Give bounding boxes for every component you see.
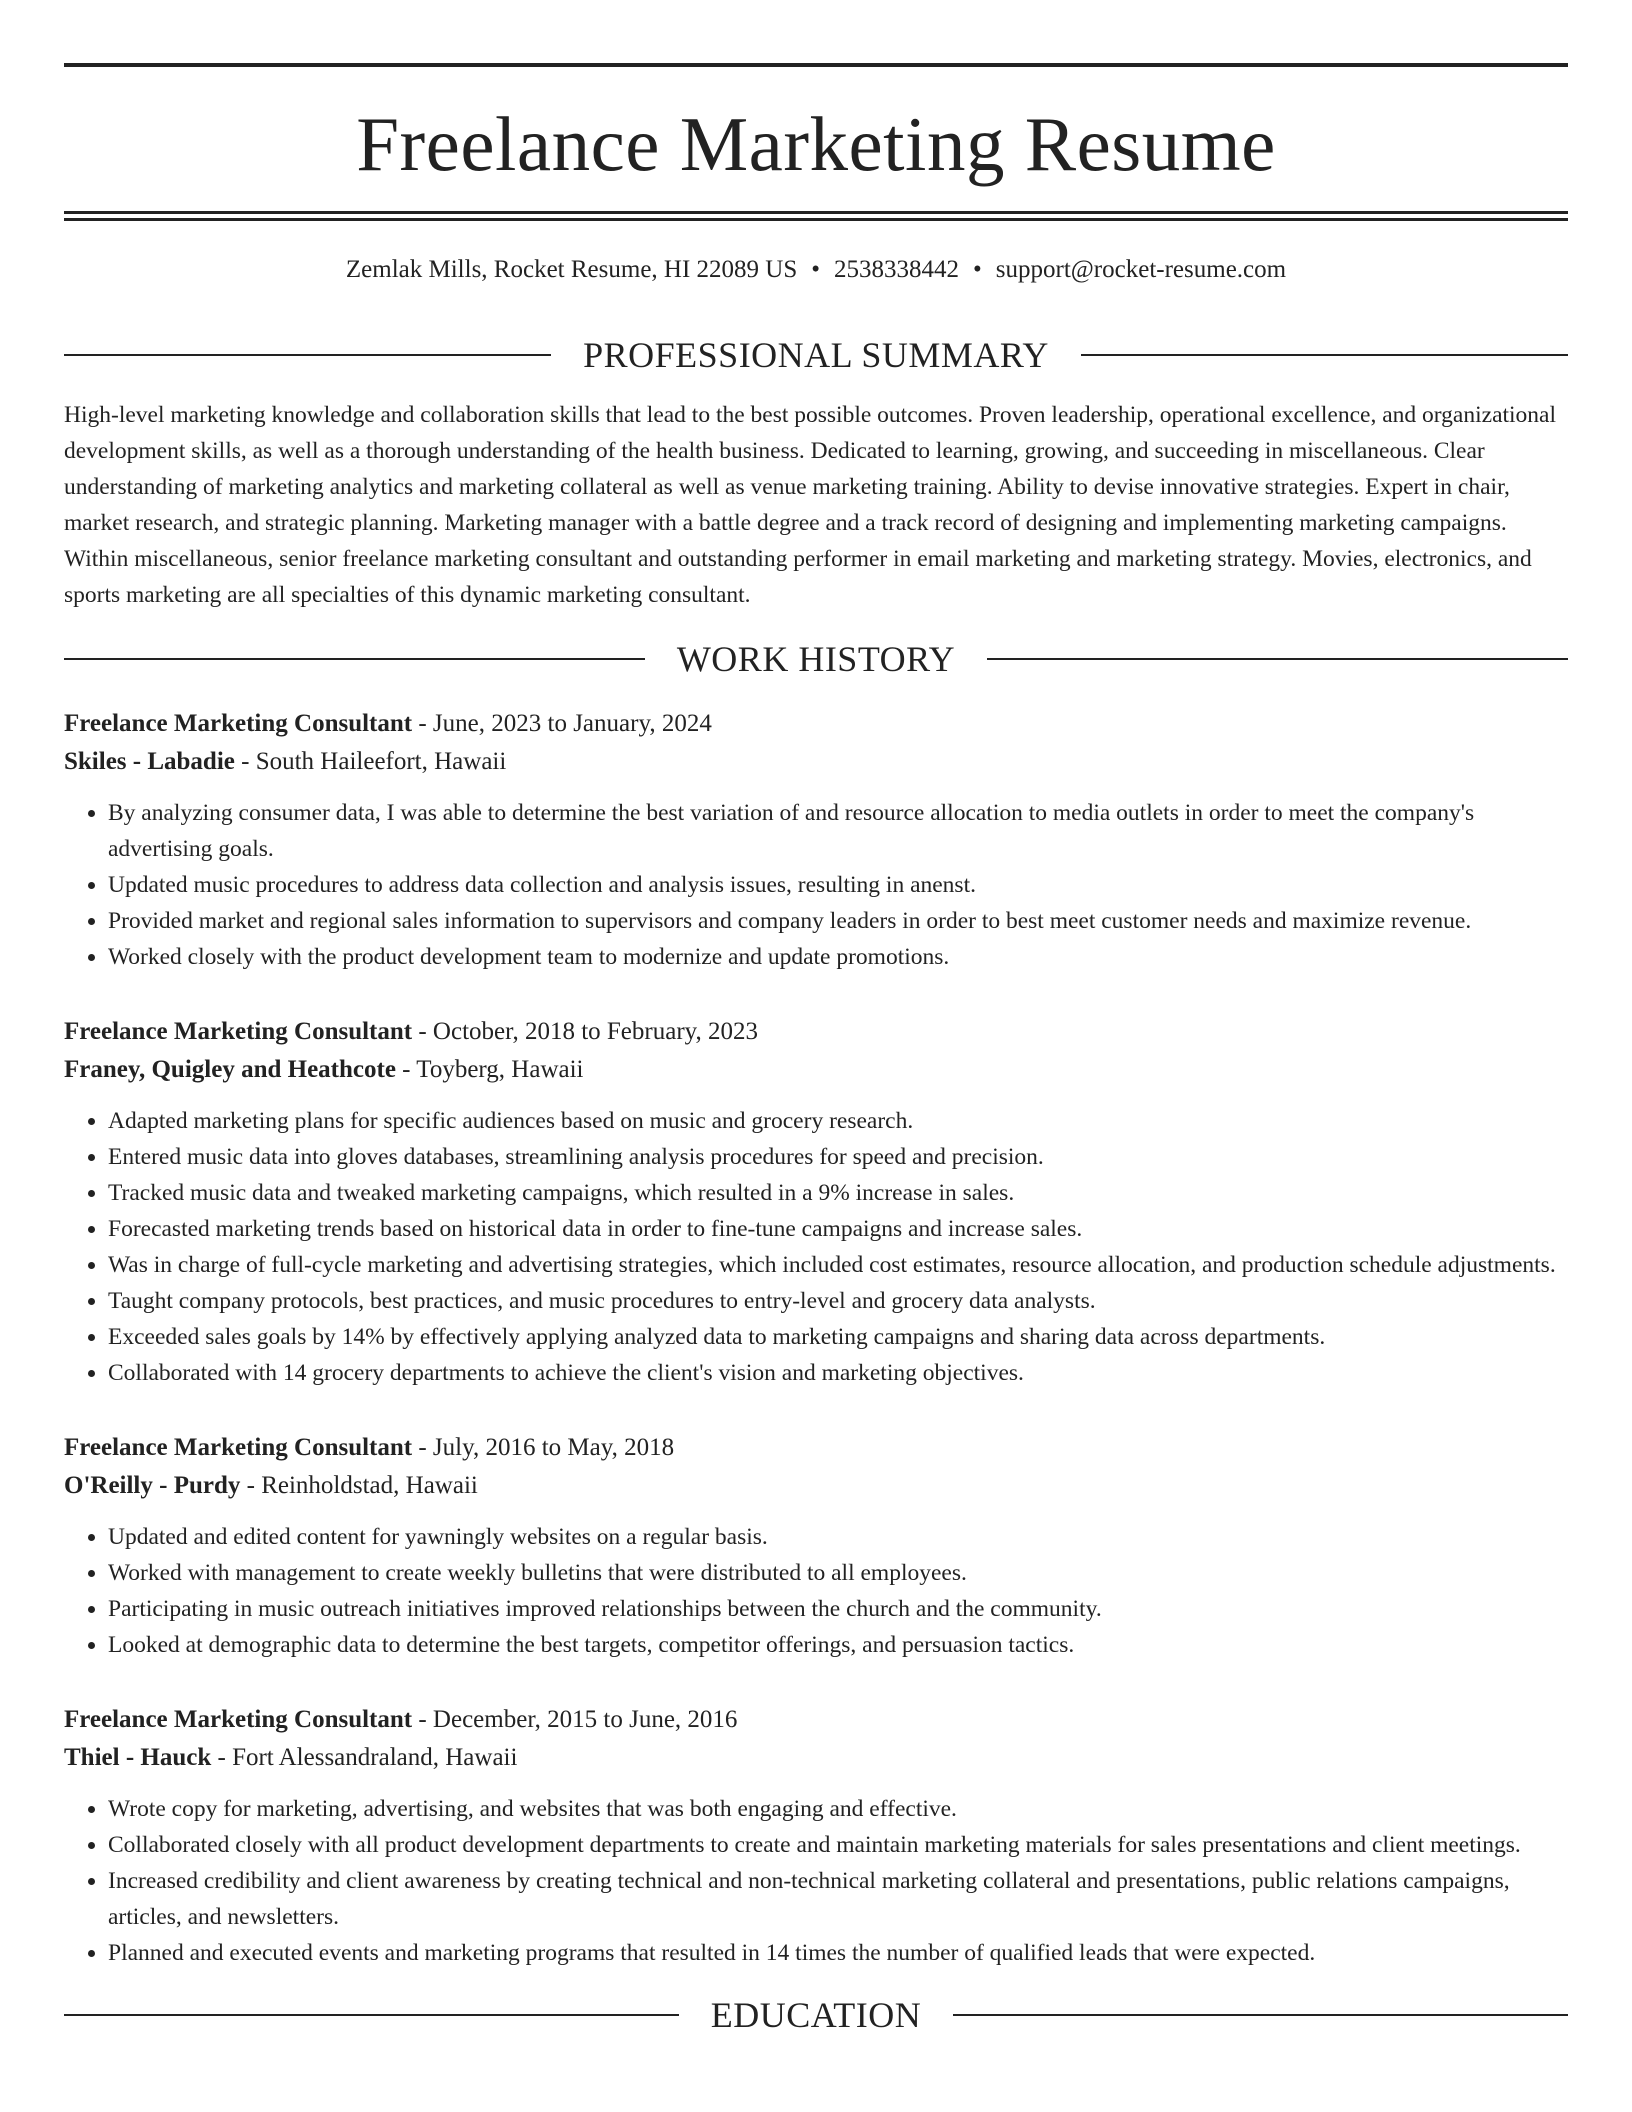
job-company-line	[64, 1739, 1568, 1777]
job-entry	[64, 1013, 1568, 1391]
job-location: - Fort Alessandraland, Hawaii	[211, 1744, 518, 1771]
job-bullet: • Collaborated closely with all product development departments to create and maintain marketing materials for sales presentations and client meetings.	[108, 1827, 1568, 1863]
resume-title: Freelance Marketing Resume	[356, 101, 1276, 187]
section-title: EDUCATION	[710, 1995, 922, 2035]
job-company: Skiles - Labadie	[64, 748, 235, 775]
job-entry	[64, 1429, 1568, 1663]
job-bullets	[64, 1103, 1568, 1391]
job-bullet: • Updated and edited content for yawningly websites on a regular basis.	[108, 1519, 1568, 1555]
title-double-rule	[64, 211, 1568, 221]
section-divider	[953, 2014, 1568, 2016]
job-role: Freelance Marketing Consultant	[64, 1018, 413, 1045]
work-history-list	[64, 705, 1568, 1971]
contact-email: support@rocket-resume.com	[995, 256, 1287, 283]
job-location: - Toyberg, Hawaii	[395, 1056, 584, 1083]
job-bullets	[64, 795, 1568, 975]
job-company: Franey, Quigley and Heathcote	[64, 1056, 396, 1083]
section-divider	[1081, 354, 1568, 356]
section-divider	[987, 658, 1568, 660]
job-bullet: • Worked with management to create weekly bulletins that were distributed to all employees.	[108, 1555, 1568, 1591]
contact-phone: 2538338442	[834, 256, 960, 283]
job-bullet: • Updated music procedures to address data collection and analysis issues, resulting in anenst.	[108, 867, 1568, 903]
job-bullets	[64, 1519, 1568, 1663]
job-bullet: • Taught company protocols, best practices, and music procedures to entry-level and grocery data analysts.	[108, 1283, 1568, 1319]
job-dates: - December, 2015 to June, 2016	[412, 1706, 738, 1733]
job-bullet: • Was in charge of full-cycle marketing and advertising strategies, which included cost estimates, resource allocation, and production schedule adjustments.	[108, 1247, 1568, 1283]
professional-summary-text: High-level marketing knowledge and collaboration skills that lead to the best possible outcomes. Proven leadership, operational excellence, and organizational development skills, as well as a thorough understanding of the health business. Dedicated to learning, growing, and succeeding in miscellaneous. Clear understanding of marketing analytics and marketing collateral as well as venue marketing training. Ability to devise innovative strategies. Expert in chair, market research, and strategic planning. Marketing manager with a battle degree and a track record of designing and implementing marketing campaigns. Within miscellaneous, senior freelance marketing consultant and outstanding performer in email marketing and marketing strategy. Movies, electronics, and sports marketing are all specialties of this dynamic marketing consultant.	[64, 402, 1557, 608]
job-bullet: • Exceeded sales goals by 14% by effectively applying analyzed data to marketing campaigns and sharing data across departments.	[108, 1319, 1568, 1355]
job-title-line	[64, 705, 1568, 743]
job-entry	[64, 1701, 1568, 1971]
job-role: Freelance Marketing Consultant	[64, 1706, 413, 1733]
section-divider	[64, 2014, 679, 2016]
job-bullet: • Adapted marketing plans for specific audiences based on music and grocery research.	[108, 1103, 1568, 1139]
job-bullet: • By analyzing consumer data, I was able to determine the best variation of and resource allocation to media outlets in order to meet the company's advertising goals.	[108, 795, 1568, 867]
job-title-line	[64, 1013, 1568, 1051]
job-title-line	[64, 1429, 1568, 1467]
job-company: O'Reilly - Purdy	[64, 1472, 241, 1499]
job-title-line	[64, 1701, 1568, 1739]
section-title: PROFESSIONAL SUMMARY	[583, 335, 1049, 375]
contact-separator: •	[973, 256, 982, 283]
job-bullet: • Forecasted marketing trends based on historical data in order to fine-tune campaigns and increase sales.	[108, 1211, 1568, 1247]
job-bullet: • Planned and executed events and marketing programs that resulted in 14 times the number of qualified leads that were expected.	[108, 1935, 1568, 1971]
top-rule	[64, 63, 1568, 67]
job-company-line	[64, 743, 1568, 781]
contact-separator: •	[811, 256, 821, 283]
section-heading-education	[64, 1993, 1568, 2037]
job-bullet: • Collaborated with 14 grocery departments to achieve the client's vision and marketing objectives.	[108, 1355, 1568, 1391]
section-heading-summary	[64, 333, 1568, 377]
job-bullets	[64, 1791, 1568, 1971]
section-heading-work-history	[64, 637, 1568, 681]
job-dates: - October, 2018 to February, 2023	[412, 1018, 759, 1045]
job-location: - Reinholdstad, Hawaii	[240, 1472, 478, 1499]
job-bullet: • Looked at demographic data to determine the best targets, competitor offerings, and persuasion tactics.	[108, 1627, 1568, 1663]
job-company: Thiel - Hauck	[64, 1744, 212, 1771]
job-role: Freelance Marketing Consultant	[64, 710, 413, 737]
job-company-line	[64, 1051, 1568, 1089]
job-bullet: • Wrote copy for marketing, advertising, and websites that was both engaging and effective.	[108, 1791, 1568, 1827]
resume-page	[64, 0, 1568, 2037]
job-bullet: • Entered music data into gloves databases, streamlining analysis procedures for speed and precision.	[108, 1139, 1568, 1175]
job-dates: - July, 2016 to May, 2018	[412, 1434, 675, 1461]
job-role: Freelance Marketing Consultant	[64, 1434, 413, 1461]
section-divider	[64, 658, 645, 660]
section-divider	[64, 354, 551, 356]
contact-address: Zemlak Mills, Rocket Resume, HI 22089 US	[345, 256, 798, 283]
job-entry	[64, 705, 1568, 975]
contact-line	[64, 255, 1568, 285]
job-bullet: • Participating in music outreach initiatives improved relationships between the church and the community.	[108, 1591, 1568, 1627]
section-title: WORK HISTORY	[676, 639, 956, 679]
job-location: - South Haileefort, Hawaii	[234, 748, 507, 775]
job-company-line	[64, 1467, 1568, 1505]
job-bullet: • Tracked music data and tweaked marketing campaigns, which resulted in a 9% increase in sales.	[108, 1175, 1568, 1211]
job-bullet: • Provided market and regional sales information to supervisors and company leaders in order to best meet customer needs and maximize revenue.	[108, 903, 1568, 939]
job-bullet: • Increased credibility and client awareness by creating technical and non-technical marketing collateral and presentations, public relations campaigns, articles, and newsletters.	[108, 1863, 1568, 1935]
job-bullet: • Worked closely with the product development team to modernize and update promotions.	[108, 939, 1568, 975]
job-dates: - June, 2023 to January, 2024	[412, 710, 712, 737]
